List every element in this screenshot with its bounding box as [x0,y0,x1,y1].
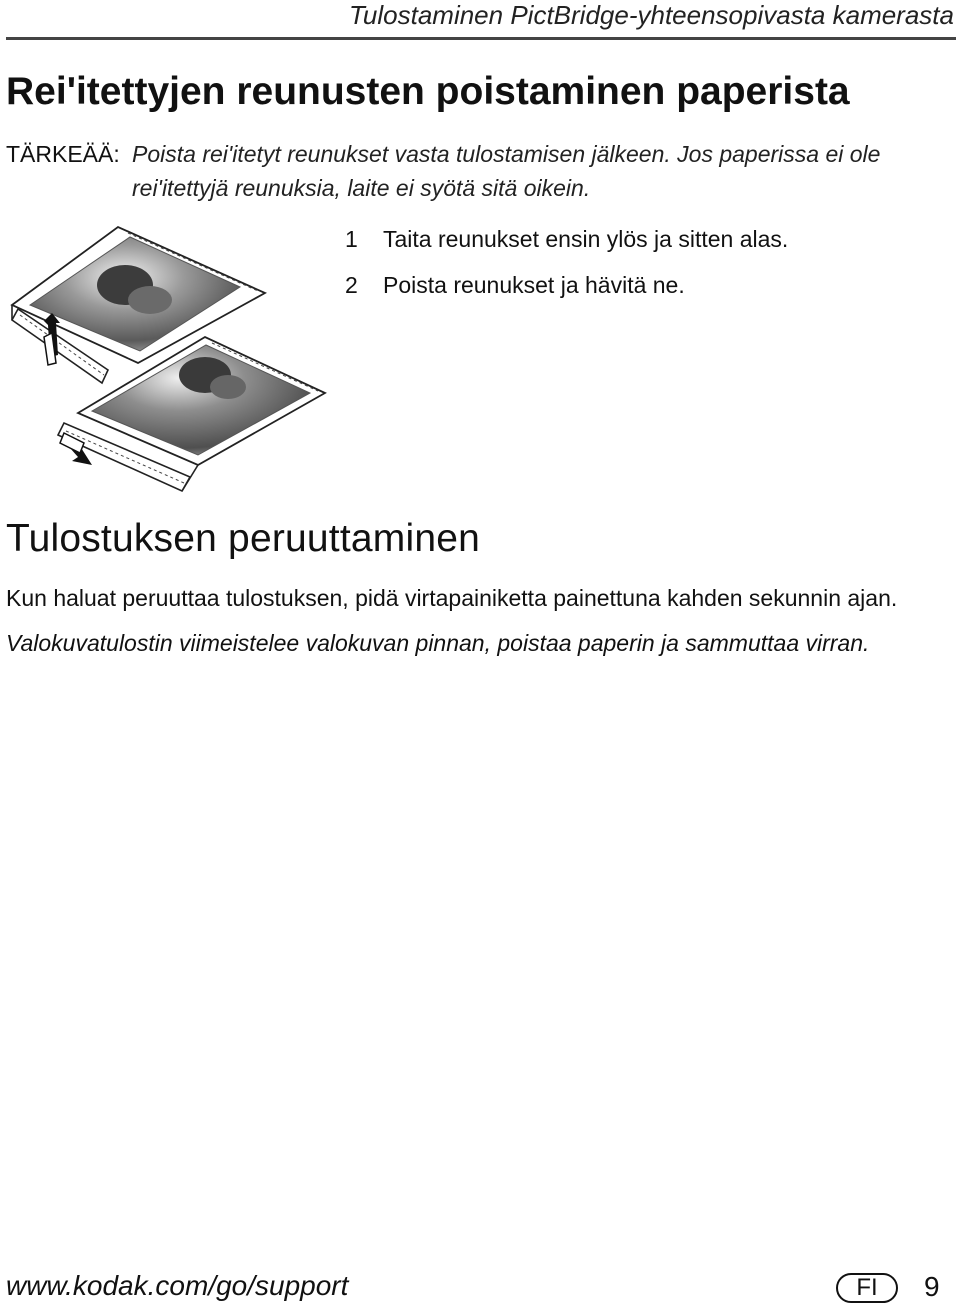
important-label: TÄRKEÄÄ: [6,141,120,167]
page-number: 9 [924,1271,940,1302]
section-title-perforations: Rei'itettyjen reunusten poistaminen paperista [6,70,850,113]
section-title-cancel-printing: Tulostuksen peruuttaminen [6,517,480,560]
important-text: Poista rei'itetyt reunukset vasta tulostamisen jälkeen. Jos paperissa ei ole rei'itettyjä reunuksia, laite ei syötä sitä oikein. [132,141,881,201]
cancel-note: Valokuvatulostin viimeistelee valokuvan pinnan, poistaa paperin ja sammuttaa virran. [6,630,870,656]
perforation-removal-illustration [0,225,340,500]
header-divider [6,37,956,40]
language-badge: FI [836,1273,898,1303]
step-number: 2 [345,272,358,298]
cancel-instructions: Kun haluat peruuttaa tulostuksen, pidä virtapainiketta painettuna kahden sekunnin ajan. [6,585,898,611]
step-text: Taita reunukset ensin ylös ja sitten alas. [383,226,789,252]
step-text: Poista reunukset ja hävitä ne. [383,272,685,298]
step-number: 1 [345,226,358,252]
paper-sheet-bottom [58,337,325,491]
support-link[interactable]: www.kodak.com/go/support [6,1270,349,1301]
running-header: Tulostaminen PictBridge-yhteensopivasta kamerasta [348,0,954,30]
